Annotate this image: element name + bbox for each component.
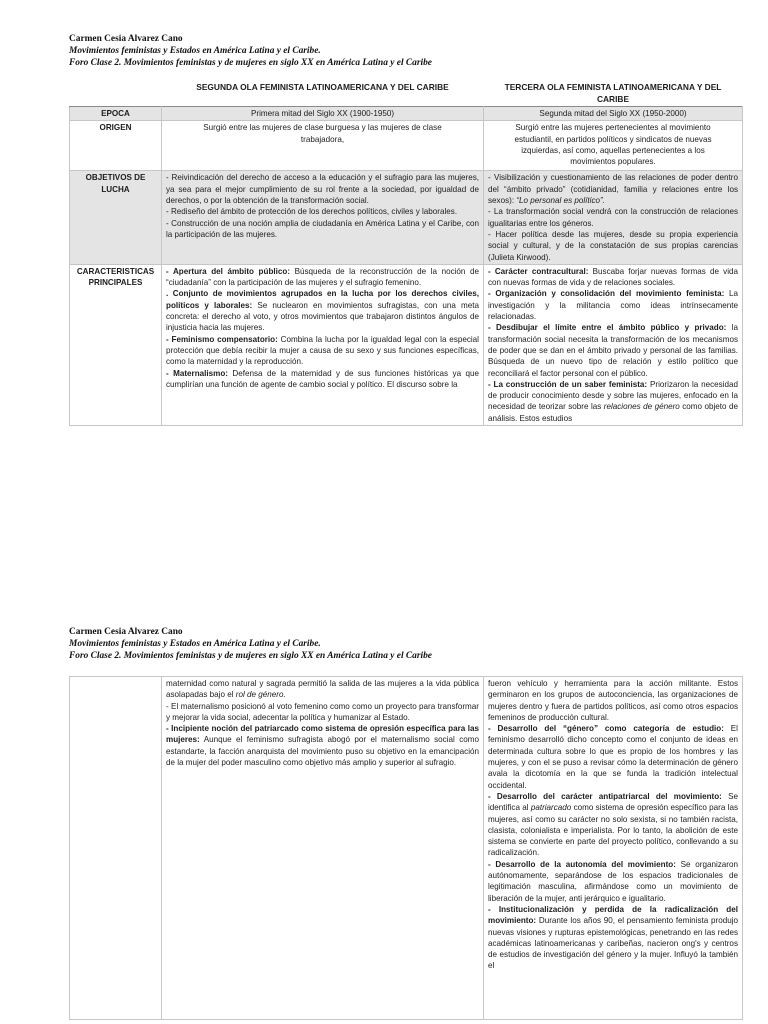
column-headers	[70, 80, 743, 107]
feature-item: - Maternalismo: Defensa de la maternidad y de sus funciones históricas ya que cumplirían una función de agente de cambio social y político. El discurso sobre la	[166, 368, 479, 389]
row-label-caracteristicas: CARACTERISTICAS PRINCIPALES	[70, 264, 162, 425]
objetivo-item: - Construcción de una noción amplia de ciudadanía en América Latina y el Caribe, con la participación de las mujeres.	[166, 218, 479, 239]
comparison-table-continued	[69, 676, 743, 1020]
col-header-tercera-ola: TERCERA OLA FEMINISTA LATINOAMERICANA Y DEL CARIBE	[504, 82, 722, 104]
row-caracteristicas	[70, 264, 743, 425]
course-title: Movimientos feministas y Estados en América Latina y el Caribe.	[69, 639, 321, 649]
objetivo-item: - Hacer política desde las mujeres, desde su propia experiencia social y cultural, y de la constatación de sus propias carencias (Julieta Kirwood).	[488, 229, 738, 262]
feature-item: maternidad como natural y sagrada permitió la salida de las mujeres a la vida pública asolapadas bajo el rol de género.	[166, 679, 479, 700]
comparison-table	[69, 80, 743, 426]
page-header	[69, 33, 729, 69]
feature-item: - Desarrollo del “género” como categoría de estudio: El feminismo desarrolló dicho concepto como el conjunto de ideas en determinada cultura sobre lo que es propio de los hombres y las mujeres, y con el se puso a revisar cómo la determinación de género avala la dicotomía en la que se funda la tradición intelectual occidental.	[488, 724, 738, 790]
row-epoca	[70, 107, 743, 121]
objetivo-item: - Reivindicación del derecho de acceso a la educación y el sufragio para las mujeres, ya sea para el mejor cumplimiento de su rol frente a la sociedad, por igualdad de derechos, o por la obtención de la transformación social.	[166, 173, 479, 206]
row-label-objetivos: OBJETIVOS DE LUCHA	[70, 171, 162, 264]
page-header	[69, 626, 729, 662]
feature-item: - Apertura del ámbito público: Búsqueda de la reconstrucción de la noción de “ciudadanía” con la participación de las mujeres y el sufragio femenino.	[166, 266, 479, 288]
author-name: Carmen Cesia Alvarez Cano	[69, 34, 183, 44]
origen-tercera: Surgió entre las mujeres pertenecientes al movimiento estudiantil, en partidos políticos y sindicatos de nuevas izquierdas, así como, aquellas pertenecientes a los movimientos populares.	[484, 121, 743, 171]
feature-item: - Desarrollo del carácter antipatriarcal del movimiento: Se identifica al patriarcado como sistema de opresión específico para las mujeres, así como su carácter no solo sexista, si no también racista, clasista, colonialista e imperialista. Por lo tanto, la abolición de este sistema se convierte en parte del proyecto político, conllevando a su radicalización.	[488, 791, 738, 858]
row-caracteristicas-continued	[70, 677, 743, 1020]
row-label-epoca: EPOCA	[70, 107, 162, 121]
forum-title: Foro Clase 2. Movimientos feministas y de mujeres en siglo XX en América Latina y el Caribe	[69, 58, 432, 68]
feature-item: - Incipiente noción del patriarcado como sistema de opresión específica para las mujeres: Aunque el feminismo sufragista abogó por el maternalismo social como estandarte, la facción anarquista del movimiento puso su objetivo en la emancipación de la mujer del poder masculino como objetivo más amplio y superior al sufragio.	[166, 724, 479, 768]
caracteristicas-segunda-continued	[162, 677, 484, 1020]
objetivo-item: - La transformación social vendrá con la construcción de relaciones igualitarias entre los géneros.	[488, 207, 738, 228]
col-header-segunda-ola: SEGUNDA OLA FEMINISTA LATINOAMERICANA Y DEL CARIBE	[196, 82, 449, 92]
feature-item: - Institucionalización y perdida de la radicalización del movimiento: Durante los años 90, el pensamiento feminista produjo nuevas visiones y rupturas epistemológicas, penetrando en las redes académicas latinoamericanas y caribeñas, nacieron ong's y centros de estudios de investigación del género y la mujer. Influyó la también el	[488, 904, 738, 971]
objetivo-item: - Rediseño del ámbito de protección de los derechos políticos, civiles y laborales.	[166, 207, 458, 217]
objetivos-tercera	[484, 171, 743, 264]
row-objetivos	[70, 171, 743, 264]
feature-item: - El maternalismo posicionó al voto femenino como como un proyecto para transformar y mejorar la vida social, adecentar la política y humanizar al Estado.	[166, 701, 479, 722]
empty-header-cell	[70, 80, 162, 107]
author-name: Carmen Cesia Alvarez Cano	[69, 627, 183, 637]
feature-item: - Organización y consolidación del movimiento feminista: La investigación y la militancia como ideas intrínsecamente relacionadas.	[488, 289, 738, 322]
epoca-segunda: Primera mitad del Siglo XX (1900-1950)	[162, 107, 484, 121]
feature-item: - La construcción de un saber feminista: Priorizaron la necesidad de producir conocimiento desde y sobre las mujeres, enfocado en la necesidad de teorizar sobre las relaciones de género como objeto de análisis. Estos estudios	[488, 379, 738, 423]
feature-item: - Feminismo compensatorio: Combina la lucha por la igualdad legal con la especial protección que debía recibir la mujer a causa de su sexo y sus funciones específicas, como la maternidad y la reproducción.	[166, 334, 479, 367]
objetivo-item: - Visibilización y cuestionamiento de las relaciones de poder dentro del “ámbito privado” (cotidianidad, familia y relaciones entre los sexos): “Lo personal es político”.	[488, 173, 738, 206]
objetivos-segunda	[162, 171, 484, 264]
row-label-origen: ORIGEN	[70, 121, 162, 171]
row-origen	[70, 121, 743, 171]
caracteristicas-tercera	[484, 264, 743, 425]
course-title: Movimientos feministas y Estados en América Latina y el Caribe.	[69, 46, 321, 56]
feature-item: fueron vehículo y herramienta para la acción militante. Estos germinaron en los grupos de autoconciencia, las organizaciones de mujeres dentro y fuera de partidos políticos, así como otros espacios femeninos de producción cultural.	[488, 679, 738, 722]
feature-item: - Carácter contracultural: Buscaba forjar nuevas formas de vida con nuevas formas de vida y de relaciones sociales.	[488, 266, 738, 288]
epoca-tercera: Segunda mitad del Siglo XX (1950-2000)	[484, 107, 743, 121]
feature-item: . Conjunto de movimientos agrupados en la lucha por los derechos civiles, políticos y laborales: Se nuclearon en movimientos sufragistas, con una meta concreta: el derecho al voto, y otros movimientos que trabajaron distintos ángulos de injusticia hacia las mujeres.	[166, 289, 479, 333]
feature-item: - Desarrollo de la autonomía del movimiento: Se organizaron autónomamente, separándose de los espacios tradicionales de legitimación masculina, afirmándose como un movimiento de liberación de la mujer, anti jerárquico e igualitario.	[488, 859, 738, 903]
feature-item: - Desdibujar el límite entre el ámbito público y privado: la transformación social necesita la transformación de los mecanismos de poder que se dan en el ámbito privado y personal de las familias. Búsqueda de un nuevo tipo de relación y estilo político que reconciliará el factor personal con el público.	[488, 323, 738, 378]
origen-segunda: Surgió entre las mujeres de clase burguesa y las mujeres de clase trabajadora,	[162, 121, 484, 171]
caracteristicas-tercera-continued	[484, 677, 743, 1020]
empty-label-cell	[70, 677, 162, 1020]
caracteristicas-segunda	[162, 264, 484, 425]
forum-title: Foro Clase 2. Movimientos feministas y de mujeres en siglo XX en América Latina y el Caribe	[69, 651, 432, 661]
